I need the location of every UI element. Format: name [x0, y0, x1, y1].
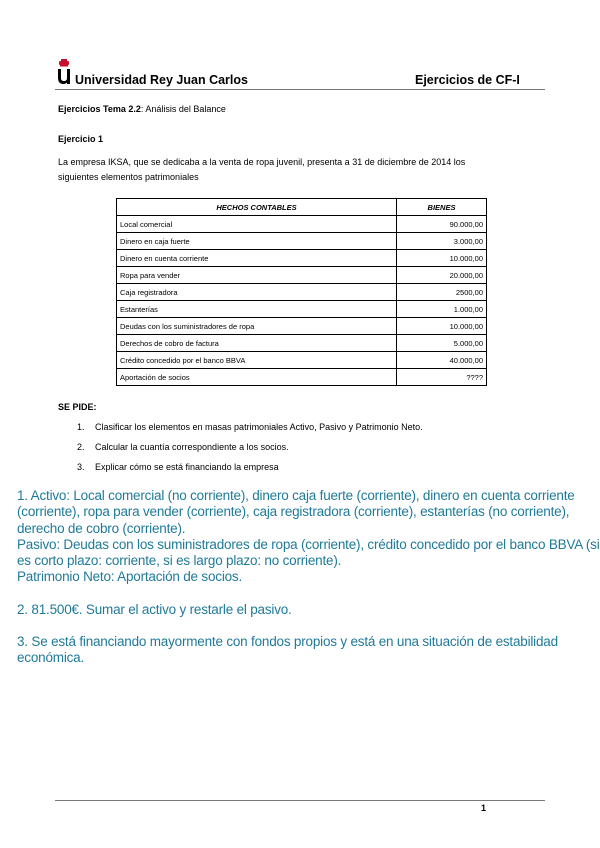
course-title: Ejercicios de CF-I: [415, 73, 520, 87]
table-row: [117, 267, 487, 284]
answers-block: [17, 488, 600, 683]
row-label: Derechos de cobro de factura: [117, 335, 397, 352]
row-value: ????: [397, 369, 487, 386]
task-text: Clasificar los elementos en masas patrimoniales Activo, Pasivo y Patrimonio Neto.: [95, 422, 423, 432]
row-value: 10.000,00: [397, 318, 487, 335]
se-pide-heading: SE PIDE:: [58, 402, 97, 412]
table-row: [117, 301, 487, 318]
row-label: Estanterías: [117, 301, 397, 318]
task-number: 1.: [77, 422, 85, 432]
row-value: 1.000,00: [397, 301, 487, 318]
table-row: [117, 369, 487, 386]
exercise-heading: Ejercicio 1: [58, 134, 104, 144]
row-label: Deudas con los suministradores de ropa: [117, 318, 397, 335]
table-row: [117, 216, 487, 233]
footer-rule: [55, 800, 545, 801]
table-row: [117, 284, 487, 301]
task-text: Calcular la cuantía correspondiente a los socios.: [95, 442, 289, 452]
intro-line-1: La empresa IKSA, que se dedicaba a la venta de ropa juvenil, presenta a 31 de diciembre de 2014 los: [58, 157, 466, 167]
table-row: [117, 250, 487, 267]
table-row: [117, 318, 487, 335]
intro-line-2: siguientes elementos patrimoniales: [58, 172, 199, 182]
page-number: 1: [481, 803, 487, 813]
answer-1-activo: 1. Activo: Local comercial (no corriente), dinero caja fuerte (corriente), dinero en cuenta corriente (corriente), ropa para vender (corriente), caja registradora (corriente), estanterías (no corriente), derecho de cobro (corriente).: [17, 488, 575, 536]
answer-1-patrimonio-neto: Patrimonio Neto: Aportación de socios.: [17, 569, 243, 585]
row-label: Local comercial: [117, 216, 397, 233]
title-rest: : Análisis del Balance: [140, 104, 226, 114]
row-value: 20.000,00: [397, 267, 487, 284]
header-rule: [55, 89, 545, 90]
task-number: 3.: [77, 462, 85, 472]
urjc-logo: [57, 58, 71, 84]
row-label: Dinero en cuenta corriente: [117, 250, 397, 267]
balance-table: [116, 198, 487, 386]
table-row: [117, 352, 487, 369]
row-label: Dinero en caja fuerte: [117, 233, 397, 250]
task-text: Explicar cómo se está financiando la empresa: [95, 462, 279, 472]
row-value: 10.000,00: [397, 250, 487, 267]
table-row: [117, 233, 487, 250]
row-value: 3.000,00: [397, 233, 487, 250]
title-bold: Ejercicios Tema 2.2: [58, 104, 141, 114]
row-value: 5.000,00: [397, 335, 487, 352]
column-header: HECHOS CONTABLES: [117, 199, 397, 216]
task-number: 2.: [77, 442, 85, 452]
row-label: Aportación de socios: [117, 369, 397, 386]
answer-1-pasivo: Pasivo: Deudas con los suministradores de ropa (corriente), crédito concedido por el banco BBVA (si es corto plazo: corriente, si es largo plazo: no corriente).: [17, 536, 600, 569]
column-header: BIENES: [397, 199, 487, 216]
row-value: 40.000,00: [397, 352, 487, 369]
row-value: 2500,00: [397, 284, 487, 301]
row-label: Crédito concedido por el banco BBVA: [117, 352, 397, 369]
university-name: Universidad Rey Juan Carlos: [75, 73, 248, 87]
row-value: 90.000,00: [397, 216, 487, 233]
document-title: [58, 104, 226, 114]
answer-2: 2. 81.500€. Sumar el activo y restarle el pasivo.: [17, 601, 292, 617]
answer-3: 3. Se está financiando mayormente con fondos propios y está en una situación de estabilidad económica.: [17, 634, 558, 666]
row-label: Caja registradora: [117, 284, 397, 301]
table-row: [117, 335, 487, 352]
row-label: Ropa para vender: [117, 267, 397, 284]
